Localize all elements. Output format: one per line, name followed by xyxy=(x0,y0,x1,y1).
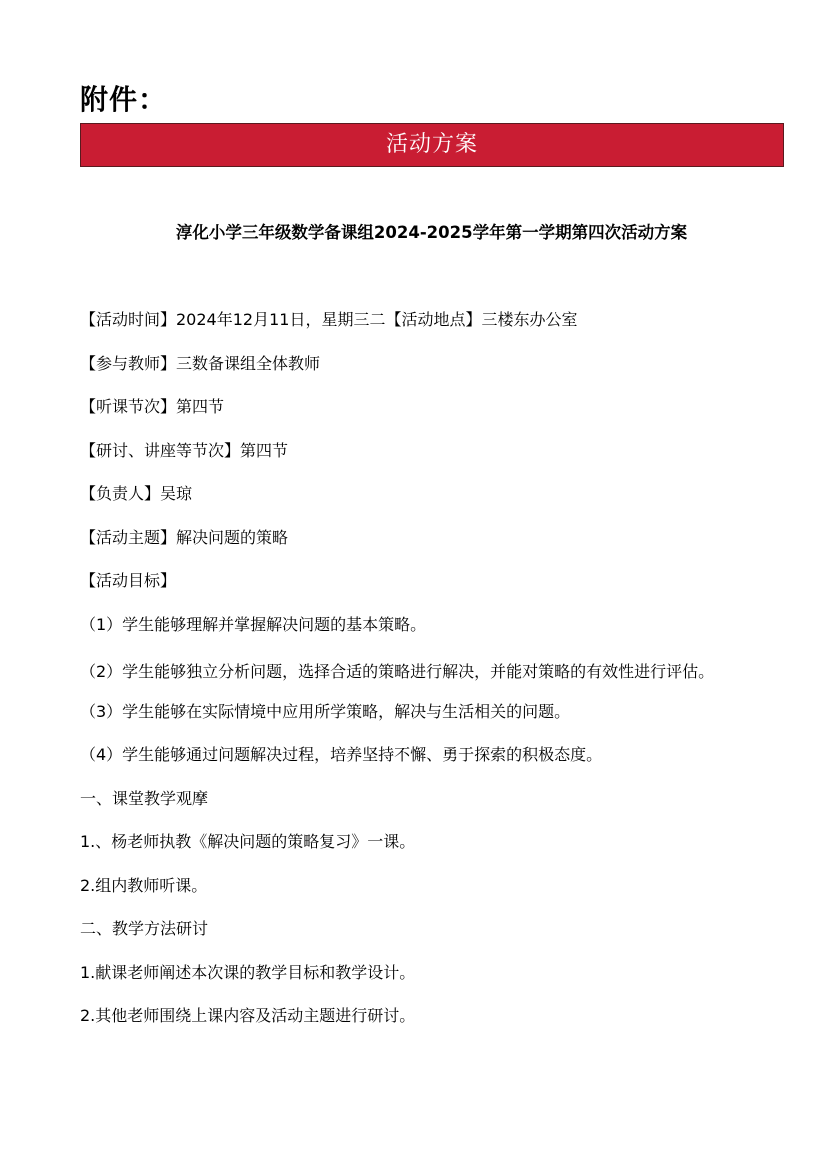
attachment-label: 附件： xyxy=(80,83,168,116)
goal-item: （2）学生能够独立分析问题，选择合适的策略进行解决，并能对策略的有效性进行评估。 xyxy=(80,662,715,681)
banner-title: 活动方案 xyxy=(385,132,478,157)
section-heading: 一、课堂教学观摩 xyxy=(80,788,209,808)
goal-item: （4）学生能够通过问题解决过程，培养坚持不懈、勇于探索的积极态度。 xyxy=(80,745,603,764)
participating-teachers: 【参与教师】三数备课组全体教师 xyxy=(80,353,321,373)
document-body xyxy=(80,302,780,1042)
activity-time-location: 【活动时间】2024年12月11日，星期三二【活动地点】三楼东办公室 xyxy=(80,310,578,329)
person-in-charge: 【负责人】吴琼 xyxy=(80,484,193,503)
activity-goals-heading: 【活动目标】 xyxy=(80,571,177,590)
goal-item: （1）学生能够理解并掌握解决问题的基本策略。 xyxy=(80,614,427,634)
section-heading: 二、教学方法研讨 xyxy=(80,919,209,938)
section-item: 1.、杨老师执教《解决问题的策略复习》一课。 xyxy=(80,832,416,851)
discussion-period: 【研讨、讲座等节次】第四节 xyxy=(80,440,289,460)
lesson-period: 【听课节次】第四节 xyxy=(80,397,225,416)
banner xyxy=(80,123,784,167)
goal-item: （3）学生能够在实际情境中应用所学策略，解决与生活相关的问题。 xyxy=(80,701,571,721)
document-title: 淳化小学三年级数学备课组2024-2025学年第一学期第四次活动方案 xyxy=(175,223,688,242)
section-item: 2.其他老师围绕上课内容及活动主题进行研讨。 xyxy=(80,1006,416,1025)
section-item: 2.组内教师听课。 xyxy=(80,875,208,895)
section-item: 1.献课老师阐述本次课的教学目标和教学设计。 xyxy=(80,962,416,982)
activity-theme: 【活动主题】解决问题的策略 xyxy=(80,527,289,547)
